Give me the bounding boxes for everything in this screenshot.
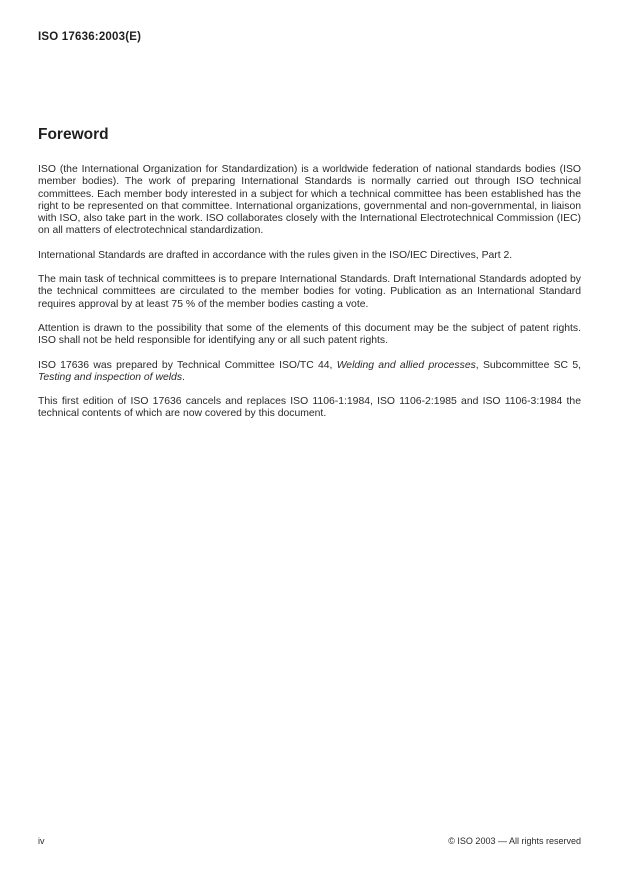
paragraph-directives: International Standards are drafted in accordance with the rules given in the ISO/IEC Directives, Part 2.: [38, 249, 513, 261]
copyright-notice: © ISO 2003 — All rights reserved: [448, 836, 581, 846]
page-number: iv: [38, 836, 45, 846]
paragraph-patent-rights: Attention is drawn to the possibility that some of the elements of this document may be the subject of patent rights. ISO shall not be held responsible for identifying any or all such patent rights.: [38, 322, 581, 347]
paragraph-iso-federation: ISO (the International Organization for Standardization) is a worldwide federation of national standards bodies (ISO member bodies). The work of preparing International Standards is normally carried out through ISO technical committees. Each member body interested in a subject for which a technical committee has been established has the right to be represented on that committee. International organizations, governmental and non-governmental, in liaison with ISO, also take part in the work. ISO collaborates closely with the International Electrotechnical Commission (IEC) on all matters of electrotechnical standardization.: [38, 164, 581, 237]
foreword-heading: Foreword: [38, 126, 109, 143]
page-content: [38, 0, 581, 421]
committee-text-3: .: [182, 371, 185, 383]
page-footer: [38, 836, 581, 846]
paragraph-main-task: The main task of technical committees is to prepare International Standards. Draft International Standards adopted by the technical committees are circulated to the member bodies for voting. Publication as an International Standard requires approval by at least 75 % of the member bodies casting a vote.: [38, 274, 581, 310]
document-reference-header: ISO 17636:2003(E): [38, 31, 142, 43]
subcommittee-name-italic: Testing and inspection of welds: [38, 371, 183, 383]
paragraph-first-edition: This first edition of ISO 17636 cancels and replaces ISO 1106-1:1984, ISO 1106-2:1985 and ISO 1106-3:1984 the technical contents of which are now covered by this document.: [38, 396, 581, 420]
body-text: [38, 164, 581, 421]
paragraph-committee: [38, 360, 581, 385]
committee-text-2: , Subcommittee SC 5,: [475, 359, 581, 371]
committee-text-1: ISO 17636 was prepared by Technical Committee ISO/TC 44,: [38, 359, 337, 371]
committee-name-italic: Welding and allied processes: [336, 359, 476, 371]
